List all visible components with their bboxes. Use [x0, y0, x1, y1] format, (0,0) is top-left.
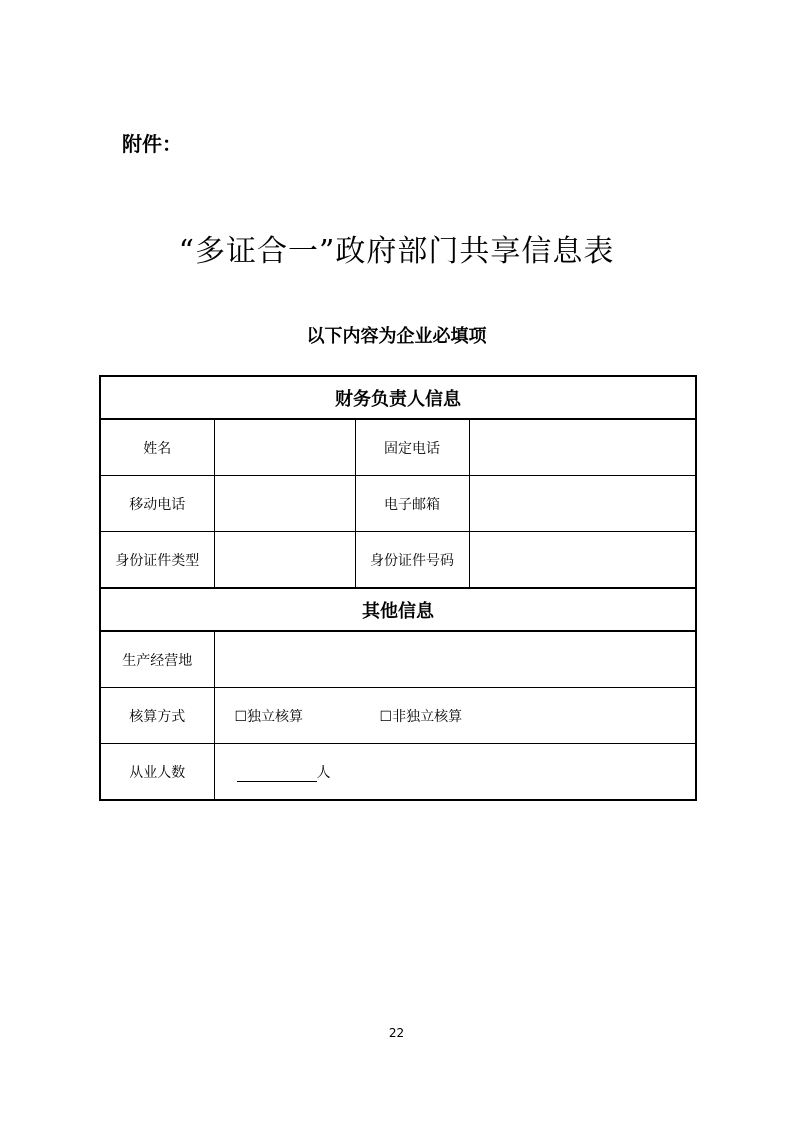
id-type-label: 身份证件类型 [100, 532, 214, 589]
email-label: 电子邮箱 [355, 476, 469, 532]
document-title: “多证合一”政府部门共享信息表 [178, 234, 615, 269]
id-number-label: 身份证件号码 [355, 532, 469, 589]
mobile-label: 移动电话 [100, 476, 214, 532]
page-number: 22 [388, 1026, 405, 1040]
attachment-label: 附件： [122, 132, 182, 156]
location-label: 生产经营地 [100, 631, 214, 688]
financial-section-header: 财务负责人信息 [100, 376, 696, 419]
employees-unit: 人 [316, 764, 331, 781]
accounting-options [214, 688, 696, 744]
landline-label: 固定电话 [355, 419, 469, 476]
info-table [99, 375, 697, 801]
id-number-field[interactable] [469, 532, 696, 589]
other-section-header: 其他信息 [100, 588, 696, 631]
landline-field[interactable] [469, 419, 696, 476]
location-field[interactable] [214, 631, 696, 688]
independent-accounting-checkbox[interactable]: ☐独立核算 [234, 708, 304, 725]
id-type-field[interactable] [214, 532, 355, 589]
employees-cell [214, 744, 696, 801]
employees-count-blank[interactable] [237, 767, 317, 782]
mobile-field[interactable] [214, 476, 355, 532]
name-label: 姓名 [100, 419, 214, 476]
email-field[interactable] [469, 476, 696, 532]
accounting-label: 核算方式 [100, 688, 214, 744]
document-subtitle: 以下内容为企业必填项 [306, 326, 487, 347]
employees-label: 从业人数 [100, 744, 214, 801]
non-independent-accounting-checkbox[interactable]: ☐非独立核算 [379, 708, 463, 725]
name-field[interactable] [214, 419, 355, 476]
